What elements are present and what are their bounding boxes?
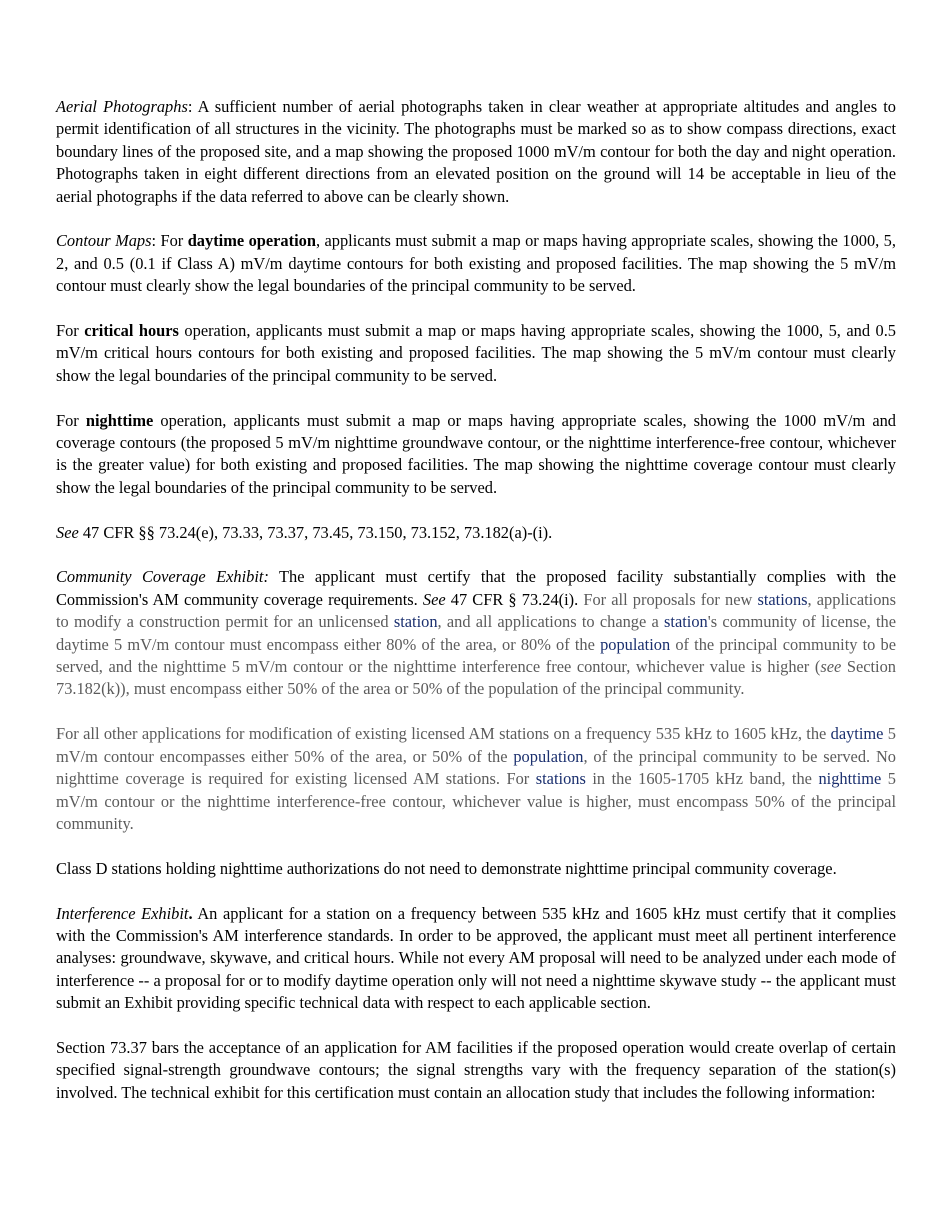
class-d-text: Class D stations holding nighttime authorizations do not need to demonstrate nighttime principal community coverage. bbox=[56, 858, 837, 878]
aerial-photographs-text: : A sufficient number of aerial photographs taken in clear weather at appropriate altitudes and angles to permit identification of all structures in the vicinity. The photographs must be marked so as to show compass directions, exact boundary lines of the proposed site, and a map showing the proposed 1000 mV/m contour for both the day and night operation. Photographs taken in eight different directions from an elevated position on the ground will 14 be acceptable in lieu of the aerial photographs if the data referred to above can be clearly shown. bbox=[56, 97, 896, 206]
contour-maps-heading: Contour Maps bbox=[56, 231, 152, 251]
interference-exhibit-heading: Interference Exhibit bbox=[56, 903, 189, 923]
nighttime-bold: nighttime bbox=[85, 410, 154, 430]
station-link-2[interactable]: station bbox=[664, 612, 708, 632]
contour-maps-paragraph bbox=[56, 230, 896, 297]
population-link-2[interactable]: population bbox=[513, 746, 584, 766]
community-coverage-gray-2: , applications to modify a construction permit for an unlicensed bbox=[56, 589, 896, 632]
daytime-link[interactable]: daytime bbox=[830, 724, 884, 744]
community-coverage-gray-4: 's community of license, the daytime 5 mV/m contour must encompass either 80% of the area, or 80% of the bbox=[56, 612, 897, 654]
nighttime-text-2: operation, applicants must submit a map or maps having appropriate scales, showing the 1000 mV/m and coverage contours (the proposed 5 mV/m nighttime groundwave contour, or the nighttime interference-free contour, whichever is the greater value) for both existing and proposed facilities. The map showing the nighttime coverage contour must clearly show the legal boundaries of the principal community to be served. bbox=[56, 410, 896, 497]
daytime-operation-bold: daytime operation bbox=[187, 231, 316, 251]
aerial-photographs-paragraph bbox=[56, 96, 896, 208]
class-d-paragraph bbox=[56, 858, 896, 880]
community-coverage-paragraph bbox=[56, 566, 896, 700]
nighttime-link[interactable]: nighttime bbox=[818, 769, 882, 789]
community-coverage-gray-5: of the principal community to be served, and the nighttime 5 mV/m contour or the nighttime interference free contour, whichever value is higher ( bbox=[56, 634, 896, 677]
aerial-photographs-heading: Aerial Photographs bbox=[56, 97, 188, 116]
other-applications-gray-1: For all other applications for modification of existing licensed AM stations on a frequency 535 kHz to 1605 kHz, the bbox=[56, 724, 831, 744]
community-coverage-heading: Community Coverage Exhibit: bbox=[56, 567, 269, 587]
cfr-reference-paragraph bbox=[56, 522, 896, 544]
section-7337-text: Section 73.37 bars the acceptance of an application for AM facilities if the proposed operation would create overlap of certain specified signal-strength groundwave contours; the signal strengths vary with the frequency separation of the station(s) involved. The technical exhibit for this certification must contain an allocation study that includes the following information: bbox=[56, 1037, 896, 1102]
nighttime-text-1: For bbox=[56, 410, 86, 430]
contour-maps-text-1: : For bbox=[151, 231, 188, 251]
critical-hours-text-2: operation, applicants must submit a map or maps having appropriate scales, showing the 1000, 5, and 0.5 mV/m critical hours contours for both existing and proposed facilities. The map showing the 5 mV/m contour must clearly show the legal boundaries of the principal community to be served. bbox=[56, 321, 897, 385]
other-applications-gray-2: 5 mV/m contour encompasses either 50% of the area, or 50% of the bbox=[56, 724, 896, 766]
critical-hours-paragraph bbox=[56, 320, 896, 387]
stations-link[interactable]: stations bbox=[757, 589, 808, 609]
community-coverage-text-2: 47 CFR § 73.24(i). bbox=[445, 589, 584, 609]
critical-hours-bold: critical hours bbox=[84, 321, 179, 341]
other-applications-paragraph bbox=[56, 723, 896, 835]
other-applications-gray-3: , of the principal community to be served. No nighttime coverage is required for existing licensed AM stations. For bbox=[56, 746, 896, 789]
critical-hours-text-1: For bbox=[56, 321, 85, 341]
interference-exhibit-paragraph bbox=[56, 903, 896, 1015]
stations-link-2[interactable]: stations bbox=[535, 769, 586, 789]
other-applications-gray-4: in the 1605-1705 kHz band, the bbox=[585, 769, 819, 789]
population-link[interactable]: population bbox=[600, 634, 671, 654]
interference-exhibit-text: An applicant for a station on a frequency between 535 kHz and 1605 kHz must certify that it complies with the Commission's AM interference standards. In order to be approved, the applicant must meet all pertinent interference analyses: groundwave, skywave, and critical hours. While not every AM proposal will need to be analyzed under each mode of interference -- a proposal for or to modify daytime operation only will not need a nighttime skywave study -- the applicant must submit an Exhibit providing specific technical data with respect to each applicable section. bbox=[56, 903, 896, 1013]
section-7337-paragraph bbox=[56, 1037, 896, 1104]
community-coverage-gray-6: Section 73.182(k)), must encompass either 50% of the area or 50% of the population of the principal community. bbox=[56, 657, 897, 699]
contour-maps-text-2: , applicants must submit a map or maps having appropriate scales, showing the 1000, 5, 2, and 0.5 (0.1 if Class A) mV/m daytime contours for both existing and proposed facilities. The map showing the 5 mV/m contour must clearly show the legal boundaries of the principal community to be served. bbox=[56, 231, 896, 296]
see-italic-3: see bbox=[820, 657, 842, 677]
other-applications-gray-5: 5 mV/m contour or the nighttime interference-free contour, whichever value is higher, must encompass 50% of the principal community. bbox=[56, 769, 896, 833]
see-italic: See bbox=[56, 522, 79, 542]
nighttime-paragraph bbox=[56, 410, 896, 500]
community-coverage-gray-1: For all proposals for new bbox=[583, 589, 758, 609]
community-coverage-text-1: The applicant must certify that the proposed facility substantially complies with the Commission's AM community coverage requirements. bbox=[56, 567, 896, 609]
interference-exhibit-dot: . bbox=[188, 903, 193, 923]
station-link[interactable]: station bbox=[393, 612, 438, 632]
see-italic-2: See bbox=[422, 589, 446, 609]
cfr-reference-text: 47 CFR §§ 73.24(e), 73.33, 73.37, 73.45, 73.150, 73.152, 73.182(a)-(i). bbox=[78, 522, 553, 542]
community-coverage-gray-3: , and all applications to change a bbox=[437, 612, 665, 632]
document-page bbox=[56, 96, 896, 1127]
